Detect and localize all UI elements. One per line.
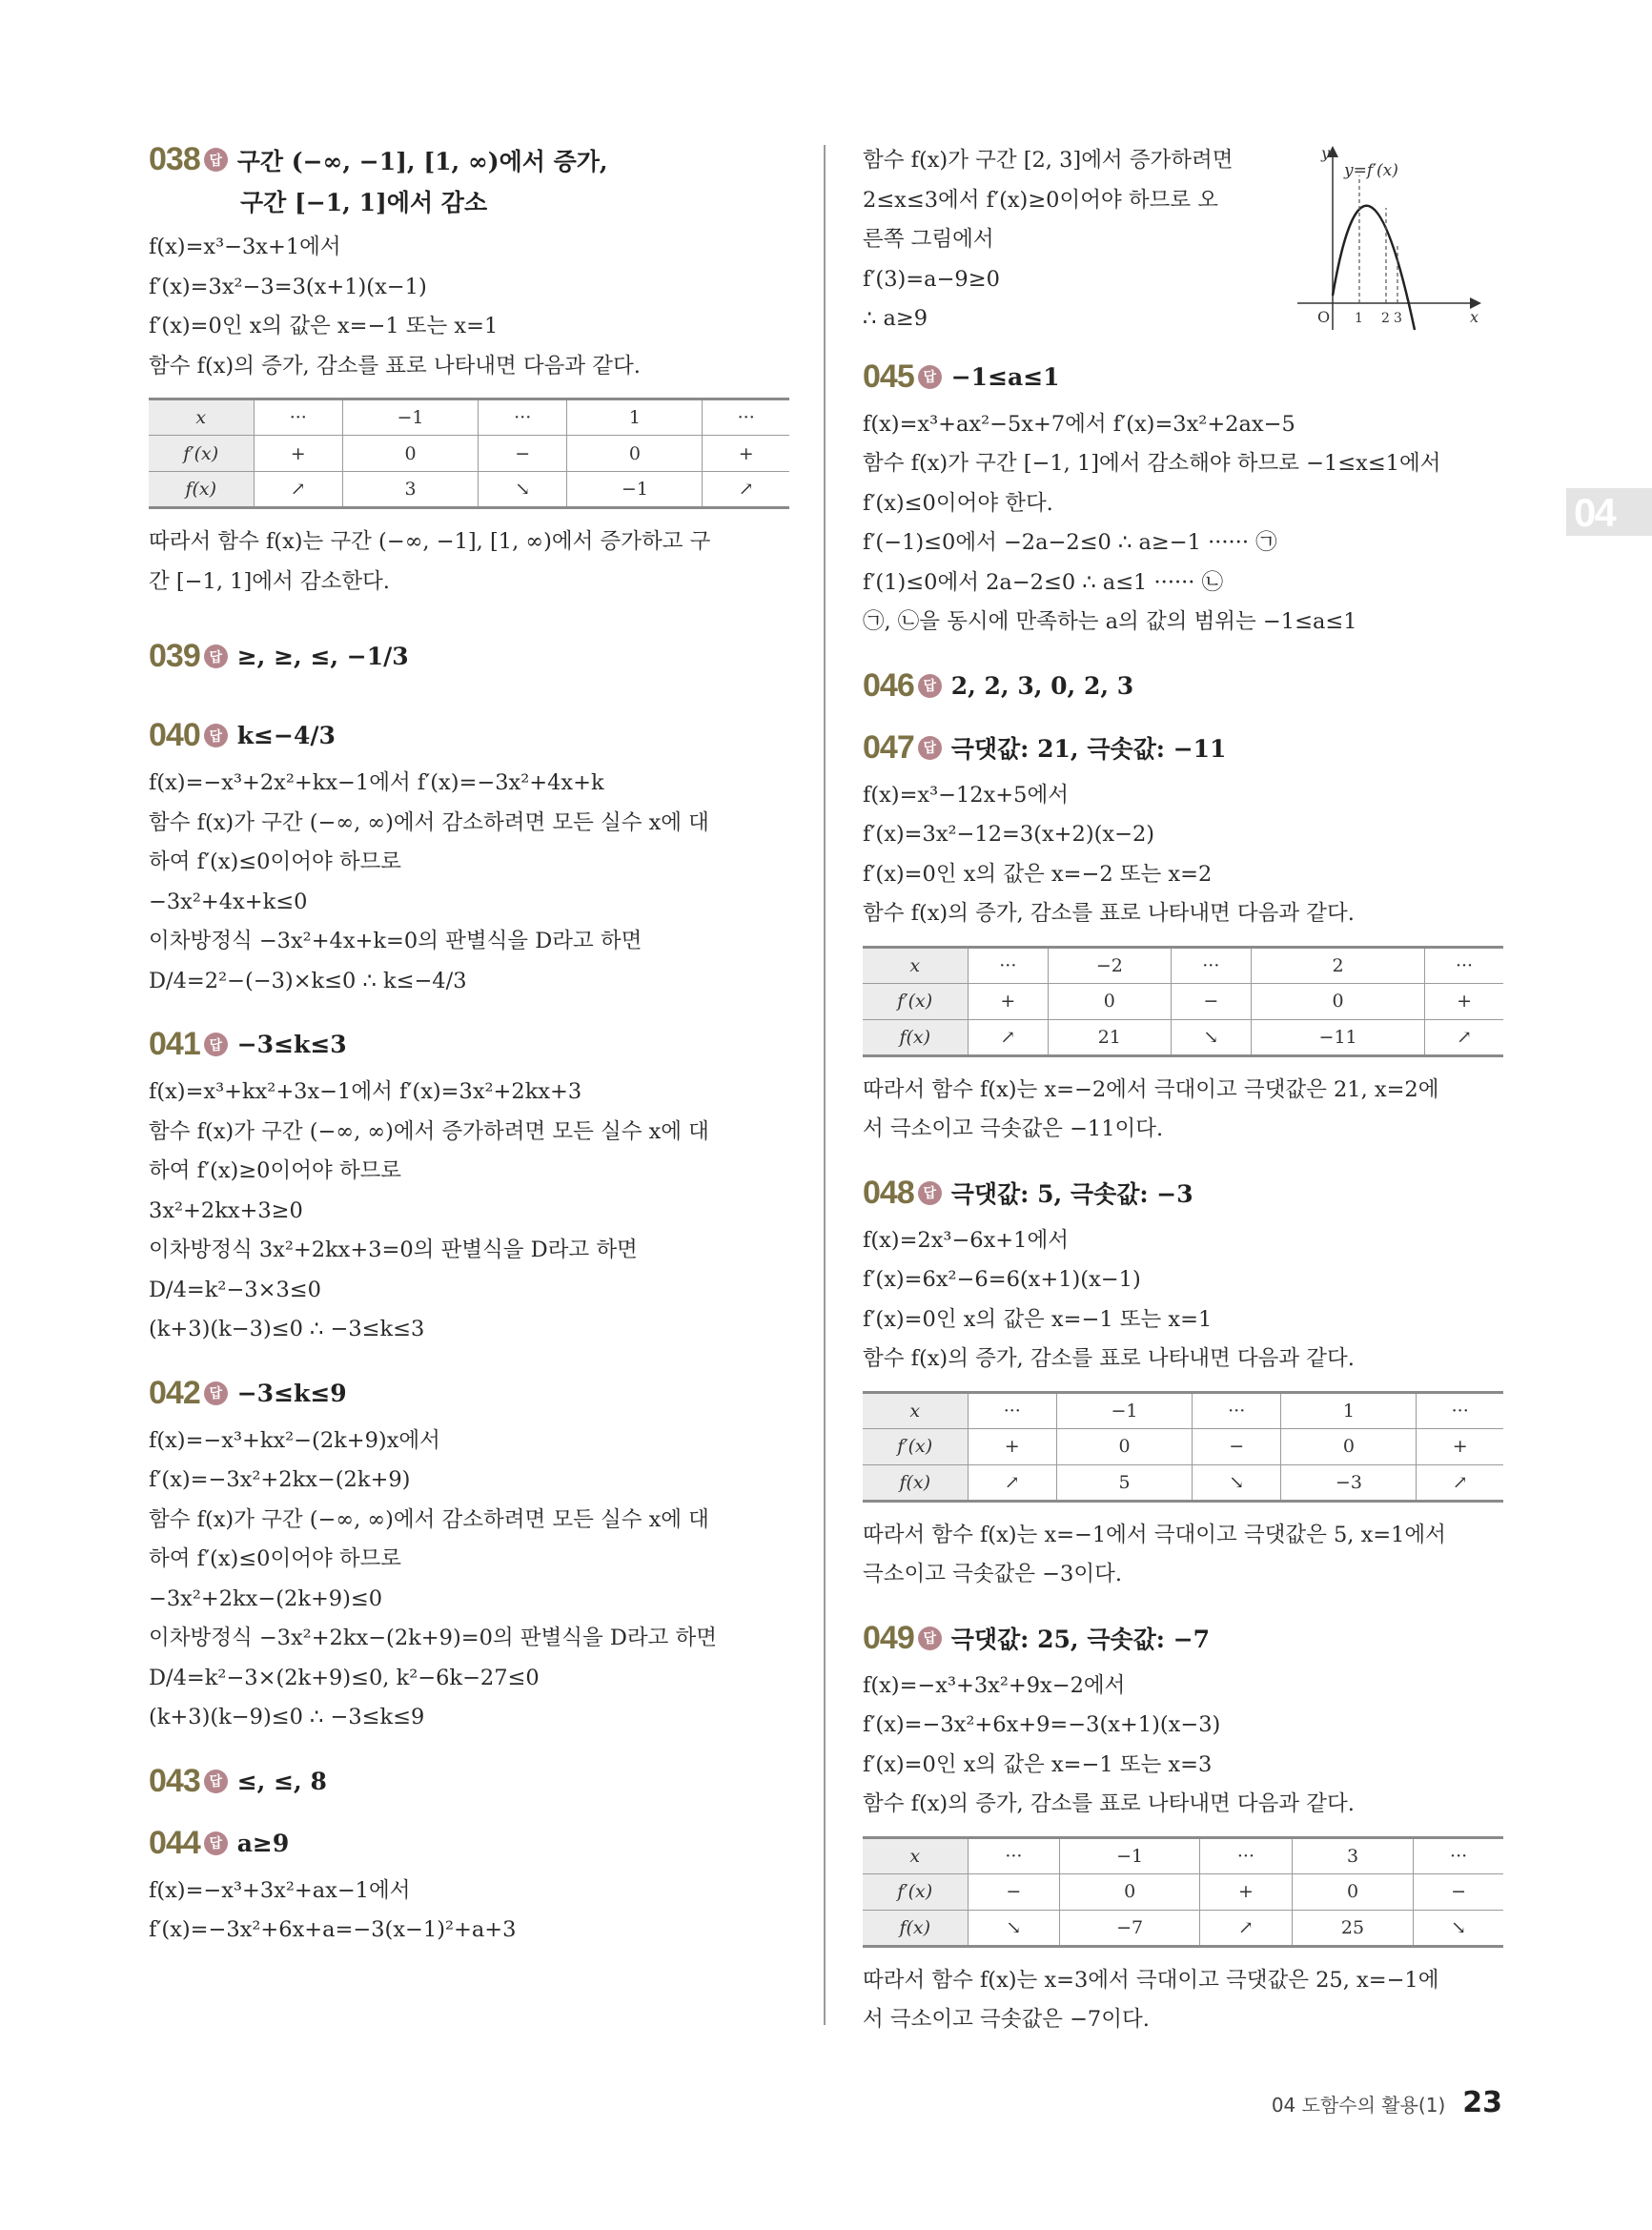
- solution-line: 함수 f(x)가 구간 (−∞, ∞)에서 감소하려면 모든 실수 x에 대: [149, 809, 709, 835]
- solution-line: f′(−1)≤0에서 −2a−2≤0 ∴ a≥−1 ······ ㉠: [863, 530, 1277, 555]
- solution-line: f(x)=2x³−6x+1에서: [863, 1227, 1069, 1253]
- solution-line: ㉠, ㉡을 동시에 만족하는 a의 값의 범위는 −1≤a≤1: [863, 609, 1357, 634]
- table-cell: x: [149, 399, 254, 436]
- solution-line: f′(x)=0인 x의 값은 x=−1 또는 x=3: [863, 1751, 1213, 1777]
- page-footer: [1272, 2086, 1502, 2119]
- solution-line: 함수 f(x)의 증가, 감소를 표로 나타내면 다음과 같다.: [149, 353, 641, 378]
- solution-line: f(x)=x³−12x+5에서: [863, 782, 1069, 808]
- solution-line: −3x²+2kx−(2k+9)≤0: [149, 1586, 383, 1611]
- solution-line: 함수 f(x)가 구간 (−∞, ∞)에서 감소하려면 모든 실수 x에 대: [149, 1506, 709, 1532]
- table-cell: 21: [1049, 1019, 1171, 1055]
- problem-049: [863, 1620, 1503, 2040]
- table-cell: 0: [1281, 1428, 1417, 1464]
- table-cell: 0: [1057, 1428, 1193, 1464]
- answer-badge: 답: [918, 365, 942, 389]
- answer-text: −1≤a≤1: [950, 362, 1060, 391]
- solution-line: 간 [−1, 1]에서 감소한다.: [149, 568, 390, 594]
- answer-text: 구간 (−∞, −1], [1, ∞)에서 증가,: [236, 147, 608, 175]
- table-cell: 0: [1049, 983, 1171, 1019]
- solution-line: 른쪽 그림에서: [863, 227, 994, 252]
- problem-039: [149, 638, 789, 675]
- solution-line: −3x²+4x+k≤0: [149, 889, 308, 914]
- table-cell: ···: [1192, 1392, 1281, 1428]
- table-cell: −: [478, 436, 567, 472]
- table-cell: −: [1192, 1428, 1281, 1464]
- answer-text: 극댓값: 25, 극솟값: −7: [950, 1626, 1211, 1653]
- problem-040: [149, 717, 789, 1001]
- solution-line: 2≤x≤3에서 f′(x)≥0이어야 하므로 오: [863, 187, 1218, 213]
- table-cell: +: [1425, 983, 1503, 1019]
- solution-line: 따라서 함수 f(x)는 x=−2에서 극대이고 극댓값은 21, x=2에: [863, 1076, 1439, 1102]
- table-cell: −3: [1281, 1464, 1417, 1501]
- solution-line: 서 극소이고 극솟값은 −11이다.: [863, 1116, 1164, 1141]
- table-cell: 0: [1292, 1873, 1413, 1910]
- solution-line: f′(x)=0인 x의 값은 x=−1 또는 x=1: [863, 1306, 1213, 1332]
- table-cell: ↗: [1417, 1464, 1503, 1501]
- answer-badge: 답: [204, 724, 228, 747]
- problem-number: 045: [863, 358, 914, 395]
- solution-line: 극소이고 극솟값은 −3이다.: [863, 1562, 1122, 1586]
- solution-line: f(x)=−x³+kx²−(2k+9)x에서: [149, 1427, 440, 1453]
- table-cell: 0: [567, 436, 703, 472]
- solution-line: D/4=2²−(−3)×k≤0 ∴ k≤−4/3: [149, 968, 467, 993]
- solution-line: (k+3)(k−3)≤0 ∴ −3≤k≤3: [149, 1317, 425, 1341]
- problem-number: 046: [863, 666, 914, 704]
- table-cell: ↘: [968, 1910, 1060, 1946]
- table-cell: ···: [254, 399, 343, 436]
- answer-text: ≤, ≤, 8: [236, 1767, 327, 1795]
- table-cell: −: [1171, 983, 1252, 1019]
- solution-line: 하여 f′(x)≤0이어야 하므로: [149, 1546, 402, 1571]
- table-cell: +: [968, 1428, 1057, 1464]
- solution-line: f′(x)=3x²−3=3(x+1)(x−1): [149, 274, 427, 299]
- table-cell: 3: [1292, 1837, 1413, 1873]
- solution-line: 3x²+2kx+3≥0: [149, 1197, 303, 1223]
- solution-line: 서 극소이고 극솟값은 −7이다.: [863, 2007, 1150, 2032]
- problem-045: [863, 358, 1503, 643]
- x-axis-label: x: [1470, 308, 1479, 326]
- solution-line: f′(x)=−3x²+2kx−(2k+9): [149, 1467, 411, 1492]
- table-cell: f(x): [863, 1910, 968, 1946]
- answer-text: ≥, ≥, ≤, −1/3: [236, 643, 409, 670]
- solution-line: 함수 f(x)가 구간 (−∞, ∞)에서 증가하려면 모든 실수 x에 대: [149, 1118, 709, 1144]
- parabola-curve: [1333, 206, 1415, 330]
- problem-043: [149, 1763, 789, 1800]
- answer-badge: 답: [204, 1381, 228, 1405]
- solution-line: f′(x)=−3x²+6x+9=−3(x+1)(x−3): [863, 1712, 1221, 1737]
- table-cell: +: [1200, 1873, 1293, 1910]
- problem-number: 041: [149, 1026, 200, 1062]
- problem-042: [149, 1375, 789, 1738]
- answer-text: 극댓값: 21, 극솟값: −11: [950, 735, 1227, 763]
- sign-table: [149, 398, 789, 509]
- solution-line: f′(x)≤0이어야 한다.: [863, 490, 1053, 516]
- solution-line: 이차방정식 −3x²+2kx−(2k+9)=0의 판별식을 D라고 하면: [149, 1626, 717, 1650]
- table-cell: f′(x): [863, 1873, 968, 1910]
- problem-046: [863, 667, 1503, 705]
- solution-line: f(x)=x³+ax²−5x+7에서 f′(x)=3x²+2ax−5: [863, 411, 1295, 437]
- answer-badge: 답: [918, 1626, 942, 1650]
- problem-number: 038: [149, 141, 200, 177]
- answer-badge: 답: [204, 1033, 228, 1056]
- problem-number: 039: [149, 638, 200, 674]
- table-cell: 1: [1281, 1392, 1417, 1428]
- answer-badge: 답: [918, 1181, 942, 1205]
- answer-text: −3≤k≤3: [236, 1031, 347, 1058]
- solution-line: 함수 f(x)의 증가, 감소를 표로 나타내면 다음과 같다.: [863, 901, 1355, 926]
- solution-line: ∴ a≥9: [863, 306, 928, 331]
- table-cell: ↘: [1171, 1019, 1252, 1055]
- solution-line: f′(1)≤0에서 2a−2≤0 ∴ a≤1 ······ ㉡: [863, 569, 1224, 595]
- solution-line: 하여 f′(x)≤0이어야 하므로: [149, 849, 402, 874]
- table-cell: 0: [1060, 1873, 1200, 1910]
- table-cell: ↗: [968, 1464, 1057, 1501]
- solution-line: f′(x)=3x²−12=3(x+2)(x−2): [863, 822, 1155, 847]
- table-cell: f′(x): [863, 1428, 968, 1464]
- tick-label-2: 2: [1381, 311, 1390, 326]
- answer-text-continued: 구간 [−1, 1]에서 감소: [240, 189, 488, 216]
- solution-line: 함수 f(x)의 증가, 감소를 표로 나타내면 다음과 같다.: [863, 1791, 1355, 1816]
- page-number: 23: [1462, 2086, 1502, 2119]
- sign-table: [863, 1836, 1503, 1948]
- answer-badge: 답: [204, 644, 228, 668]
- problem-047: [863, 729, 1503, 1150]
- solution-line: 함수 f(x)의 증가, 감소를 표로 나타내면 다음과 같다.: [863, 1346, 1355, 1371]
- solution-line: 이차방정식 −3x²+4x+k=0의 판별식을 D라고 하면: [149, 929, 642, 953]
- problem-044: [149, 1825, 789, 1951]
- answer-text: −3≤k≤9: [236, 1379, 347, 1407]
- solution-line: 따라서 함수 f(x)는 x=3에서 극대이고 극댓값은 25, x=−1에: [863, 1967, 1439, 1993]
- table-cell: −: [968, 1873, 1060, 1910]
- table-cell: ↗: [254, 472, 343, 508]
- solution-line: 따라서 함수 f(x)는 구간 (−∞, −1], [1, ∞)에서 증가하고 구: [149, 529, 711, 554]
- table-cell: +: [1417, 1428, 1503, 1464]
- footer-chapter-title: 04 도함수의 활용(1): [1271, 2094, 1446, 2117]
- table-cell: 25: [1292, 1910, 1413, 1946]
- table-cell: ↗: [1200, 1910, 1293, 1946]
- table-cell: x: [863, 1837, 968, 1873]
- table-cell: −2: [1049, 947, 1171, 983]
- column-divider: [824, 145, 826, 2025]
- left-column: [149, 141, 789, 1975]
- solution-line: 이차방정식 3x²+2kx+3=0의 판별식을 D라고 하면: [149, 1238, 638, 1262]
- answer-text: k≤−4/3: [236, 722, 336, 749]
- table-cell: +: [254, 436, 343, 472]
- problem-048: [863, 1175, 1503, 1595]
- table-cell: +: [703, 436, 789, 472]
- table-cell: −1: [343, 399, 479, 436]
- table-cell: ···: [478, 399, 567, 436]
- table-cell: ↘: [1414, 1910, 1503, 1946]
- table-cell: ↗: [703, 472, 789, 508]
- origin-label: O: [1317, 308, 1331, 326]
- table-cell: f′(x): [863, 983, 968, 1019]
- table-cell: ···: [1171, 947, 1252, 983]
- table-cell: ···: [1417, 1392, 1503, 1428]
- table-cell: ···: [1425, 947, 1503, 983]
- table-cell: x: [863, 1392, 968, 1428]
- table-cell: f′(x): [149, 436, 254, 472]
- table-cell: −1: [1060, 1837, 1200, 1873]
- answer-badge: 답: [918, 674, 942, 698]
- table-cell: ···: [968, 947, 1049, 983]
- table-cell: ↗: [1425, 1019, 1503, 1055]
- table-cell: 1: [567, 399, 703, 436]
- right-column: [863, 141, 1503, 2065]
- derivative-parabola-graph: [1293, 143, 1483, 334]
- table-cell: −1: [567, 472, 703, 508]
- solution-line: 하여 f′(x)≥0이어야 하므로: [149, 1158, 402, 1183]
- table-cell: ···: [703, 399, 789, 436]
- table-cell: f(x): [863, 1464, 968, 1501]
- answer-text: a≥9: [236, 1829, 290, 1857]
- solution-line: D/4=k²−3×3≤0: [149, 1277, 321, 1302]
- table-cell: x: [863, 947, 968, 983]
- table-cell: ↘: [478, 472, 567, 508]
- table-cell: 0: [343, 436, 479, 472]
- table-cell: ···: [968, 1837, 1060, 1873]
- table-cell: ···: [1414, 1837, 1503, 1873]
- answer-badge: 답: [204, 1770, 228, 1793]
- solution-line: f′(x)=6x²−6=6(x+1)(x−1): [863, 1267, 1141, 1292]
- sign-table: [863, 1391, 1503, 1503]
- answer-text: 2, 2, 3, 0, 2, 3: [950, 671, 1134, 700]
- solution-line: f(x)=−x³+2x²+kx−1에서 f′(x)=−3x²+4x+k: [149, 770, 604, 795]
- table-cell: +: [968, 983, 1049, 1019]
- table-cell: −7: [1060, 1910, 1200, 1946]
- solution-line: f(x)=−x³+3x²+ax−1에서: [149, 1877, 411, 1903]
- answer-text: 극댓값: 5, 극솟값: −3: [950, 1180, 1193, 1208]
- solution-line: f′(3)=a−9≥0: [863, 266, 1000, 292]
- table-cell: −11: [1252, 1019, 1425, 1055]
- problem-number: 042: [149, 1374, 200, 1411]
- table-cell: −: [1414, 1873, 1503, 1910]
- table-cell: ↗: [968, 1019, 1049, 1055]
- curve-label: y=f′(x): [1344, 161, 1398, 180]
- solution-line: (k+3)(k−9)≤0 ∴ −3≤k≤9: [149, 1705, 425, 1729]
- solution-line: f′(x)=0인 x의 값은 x=−1 또는 x=1: [149, 314, 499, 338]
- solution-line: D/4=k²−3×(2k+9)≤0, k²−6k−27≤0: [149, 1665, 540, 1690]
- table-cell: f(x): [863, 1019, 968, 1055]
- table-cell: −1: [1057, 1392, 1193, 1428]
- table-cell: 3: [343, 472, 479, 508]
- table-cell: ···: [968, 1392, 1057, 1428]
- solution-line: 함수 f(x)가 구간 [2, 3]에서 증가하려면: [863, 148, 1234, 173]
- problem-number: 047: [863, 728, 914, 766]
- problem-number: 044: [149, 1824, 200, 1861]
- problem-number: 040: [149, 717, 200, 753]
- solution-line: f(x)=x³+kx²+3x−1에서 f′(x)=3x²+2kx+3: [149, 1079, 582, 1104]
- table-cell: 2: [1252, 947, 1425, 983]
- solution-line: f′(x)=0인 x의 값은 x=−2 또는 x=2: [863, 861, 1213, 887]
- problem-number: 049: [863, 1619, 914, 1656]
- tick-label-1: 1: [1355, 311, 1363, 326]
- answer-badge: 답: [204, 1831, 228, 1855]
- solution-line: f(x)=−x³+3x²+9x−2에서: [863, 1672, 1126, 1698]
- table-cell: ···: [1200, 1837, 1293, 1873]
- table-cell: 0: [1252, 983, 1425, 1019]
- answer-badge: 답: [918, 736, 942, 760]
- solution-line: f′(x)=−3x²+6x+a=−3(x−1)²+a+3: [149, 1917, 517, 1942]
- chapter-side-tab: [1566, 488, 1652, 536]
- problem-number: 043: [149, 1762, 200, 1799]
- tick-label-3: 3: [1394, 311, 1402, 326]
- solution-line: 따라서 함수 f(x)는 x=−1에서 극대이고 극댓값은 5, x=1에서: [863, 1522, 1446, 1547]
- problem-038: [149, 141, 789, 602]
- chapter-tab-label: 04: [1574, 490, 1615, 535]
- problem-041: [149, 1026, 789, 1350]
- sign-table: [863, 946, 1503, 1057]
- problem-number: 048: [863, 1174, 914, 1211]
- table-cell: ↘: [1192, 1464, 1281, 1501]
- table-cell: f(x): [149, 472, 254, 508]
- solution-line: f(x)=x³−3x+1에서: [149, 235, 341, 259]
- answer-badge: 답: [204, 148, 228, 172]
- table-cell: 5: [1057, 1464, 1193, 1501]
- y-axis-label: y: [1321, 144, 1331, 162]
- solution-line: 함수 f(x)가 구간 [−1, 1]에서 감소해야 하므로 −1≤x≤1에서: [863, 451, 1441, 476]
